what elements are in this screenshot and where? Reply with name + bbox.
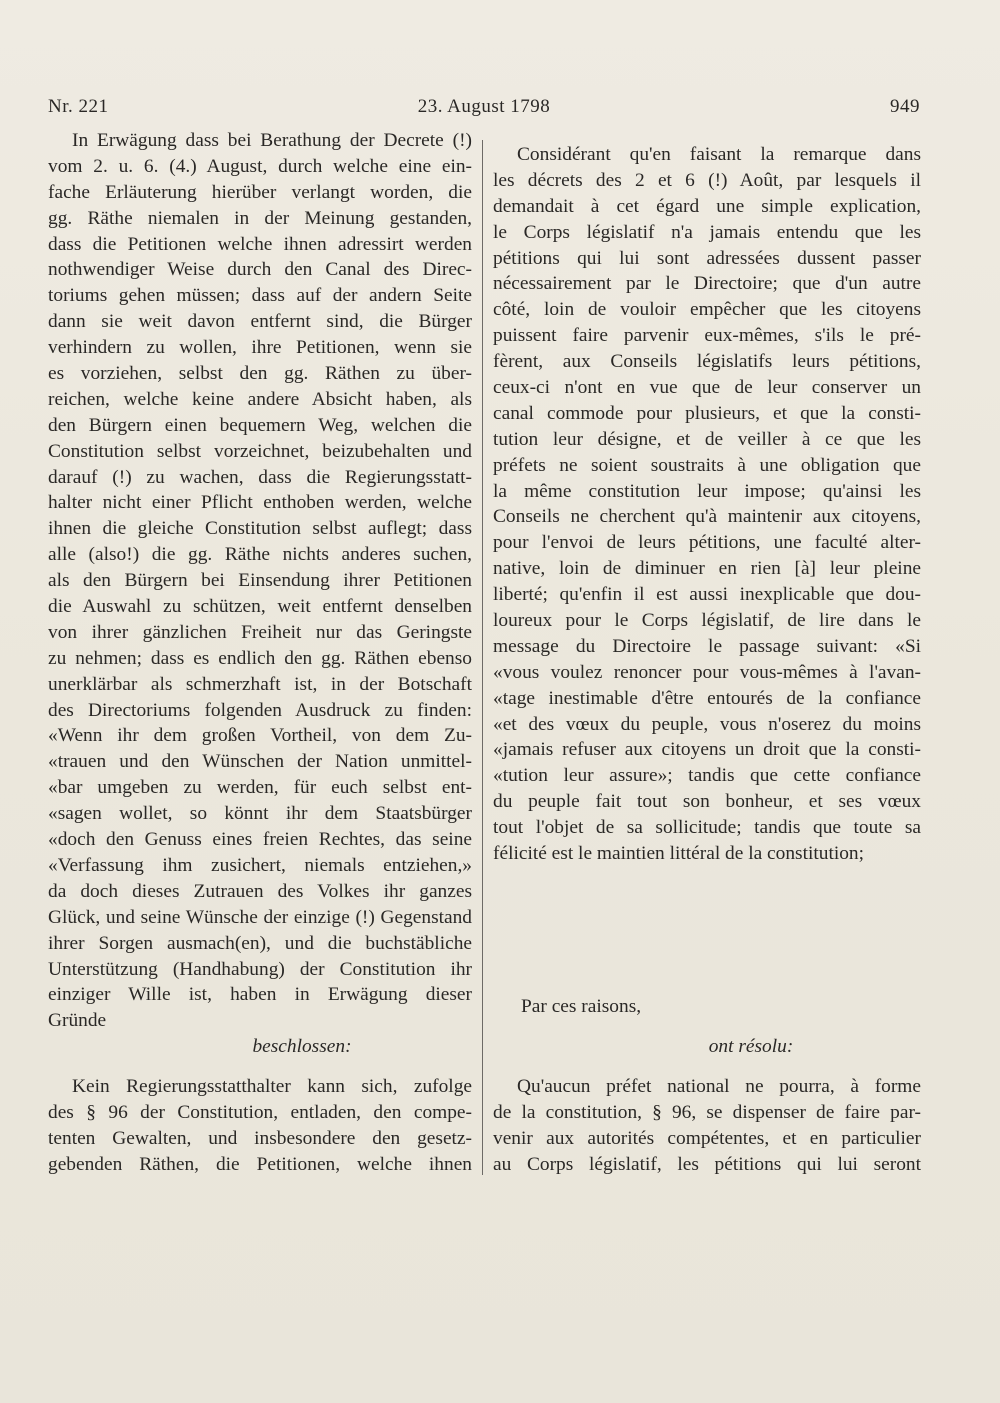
french-closing: Par ces raisons,: [521, 996, 642, 1017]
text-line: demandait à cet égard une simple explication,: [493, 195, 921, 217]
text-line: «Wenn ihr dem großen Vortheil, von dem Zu-: [48, 725, 472, 747]
text-line: Conseils ne cherchent qu'à maintenir aux citoyens,: [493, 506, 921, 528]
text-line: tenten Gewalten, und insbesondere den gesetz-: [48, 1127, 472, 1149]
text-line: «doch den Genuss eines freien Rechtes, das seine: [48, 829, 472, 851]
text-line: pour l'envoi de leurs pétitions, une faculté alter-: [493, 532, 921, 554]
text-line: Constitution selbst vorzeichnet, beizubehalten und: [48, 440, 472, 462]
text-line: darauf (!) zu wachen, dass die Regierungsstatt-: [48, 466, 472, 488]
text-line: die Auswahl zu schützen, weit entfernt denselben: [48, 596, 472, 618]
text-line: «tution leur assure»; tandis que cette confiance: [493, 765, 921, 787]
document-number: Nr. 221: [48, 96, 109, 117]
text-line: Unterstützung (Handhabung) der Constitution ihr: [48, 958, 472, 980]
french-decree: [493, 1074, 921, 1178]
french-column: [493, 142, 921, 867]
text-line: alle (also!) die gg. Räthe nichts anderes suchen,: [48, 544, 472, 566]
text-line: pétitions qui lui sont adressées dussent passer: [493, 247, 921, 269]
text-line: tout l'objet de sa sollicitude; tandis que toute sa: [493, 817, 921, 839]
text-line: gg. Räthe niemalen in der Meinung gestanden,: [48, 207, 472, 229]
text-line: loureux pour le Corps législatif, de lire dans le: [493, 610, 921, 632]
text-line: dann sie weit davon entfernt sind, die Bürger: [48, 311, 472, 333]
text-line: von ihrer gänzlichen Freiheit nur das Geringste: [48, 621, 472, 643]
text-line: den Bürgern einen bequemern Weg, welchen die: [48, 414, 472, 436]
text-line: native, loin de diminuer en rien [à] leur pleine: [493, 558, 921, 580]
text-line: «trauen und den Wünschen der Nation unmittel-: [48, 751, 472, 773]
text-line: Gründe: [48, 1010, 107, 1032]
text-line: «tage inestimable d'être entourés de la confiance: [493, 687, 921, 709]
text-line: nothwendiger Weise durch den Canal des Direc-: [48, 259, 472, 281]
text-line: la même constitution leur impose; qu'ainsi les: [493, 480, 921, 502]
text-line: de la constitution, § 96, se dispenser de faire par-: [493, 1101, 921, 1123]
text-line: ihrer Sorgen ausmach(en), und die buchstäbliche: [48, 932, 472, 954]
text-line: ihnen die gleiche Constitution selbst auflegt; dass: [48, 518, 472, 540]
text-line: toriums gehen müssen; dass auf der andern Seite: [48, 285, 472, 307]
text-line: halter nicht einer Pflicht enthoben werden, welche: [48, 492, 472, 514]
text-line: puissent faire parvenir eux-mêmes, s'ils le pré-: [493, 325, 921, 347]
french-resolution-heading: ont résolu:: [708, 1036, 794, 1057]
german-column: [48, 128, 472, 1034]
text-line: Considérant qu'en faisant la remarque dans: [517, 144, 921, 165]
text-line: es vorziehen, selbst den gg. Räthen zu über-: [48, 363, 472, 385]
text-line: nécessairement par le Directoire; que d'un autre: [493, 273, 921, 295]
text-line: «sagen wollet, so könnt ihr dem Staatsbürger: [48, 803, 472, 825]
text-line: côté, loin de vouloir empêcher que les citoyens: [493, 299, 921, 321]
text-line: «et des vœux du peuple, vous n'oserez du moins: [493, 713, 921, 735]
text-line: vom 2. u. 6. (4.) August, durch welche eine ein-: [48, 155, 472, 177]
text-line: zu nehmen; dass es endlich den gg. Räthen ebenso: [48, 647, 472, 669]
text-line: gebenden Räthen, die Petitionen, welche ihnen: [48, 1153, 472, 1175]
text-line: da doch dieses Zutrauen des Volkes ihr ganzes: [48, 880, 472, 902]
text-line: reichen, welche keine andere Absicht haben, als: [48, 388, 472, 410]
text-line: message du Directoire le passage suivant: «Si: [493, 635, 921, 657]
text-line: fèrent, aux Conseils législatifs leurs pétitions,: [493, 351, 921, 373]
text-line: des Directoriums folgenden Ausdruck zu finden:: [48, 699, 472, 721]
text-line: Qu'aucun préfet national ne pourra, à forme: [517, 1076, 921, 1097]
text-line: des § 96 der Constitution, entladen, den compe-: [48, 1101, 472, 1123]
text-line: verhindern zu wollen, ihre Petitionen, wenn sie: [48, 337, 472, 359]
text-line: au Corps législatif, les pétitions qui lui seront: [493, 1153, 921, 1175]
text-line: tution leur désigne, et de veiller à ce que les: [493, 428, 921, 450]
text-line: venir aux autorités compétentes, et en particulier: [493, 1127, 921, 1149]
text-line: «bar umgeben zu werden, für euch selbst ent-: [48, 777, 472, 799]
text-line: le Corps législatif n'a jamais entendu que les: [493, 221, 921, 243]
text-line: ceux-ci n'ont en vue que de leur conserver un: [493, 377, 921, 399]
column-divider: [482, 140, 483, 1175]
text-line: félicité est le maintien littéral de la constitution;: [493, 843, 864, 865]
text-line: In Erwägung dass bei Berathung der Decrete (!): [72, 130, 472, 151]
text-line: dass die Petitionen welche ihnen adressirt werden: [48, 233, 472, 255]
text-line: fache Erläuterung hierüber verlangt worden, die: [48, 181, 472, 203]
page-number: 949: [890, 96, 920, 117]
text-line: als den Bürgern bei Einsendung ihrer Petitionen: [48, 570, 472, 592]
text-line: «vous voulez renoncer pour vous-mêmes à l'avan-: [493, 661, 921, 683]
page-header: [48, 96, 920, 126]
text-line: «jamais refuser aux citoyens un droit que la consti-: [493, 739, 921, 761]
document-date: 23. August 1798: [417, 96, 551, 117]
text-line: préfets ne soient soustraits à une obligation que: [493, 454, 921, 476]
text-line: unerklärbar als schmerzhaft ist, in der Botschaft: [48, 673, 472, 695]
text-line: les décrets des 2 et 6 (!) Août, par lesquels il: [493, 169, 921, 191]
german-decree: [48, 1074, 472, 1178]
text-line: «Verfassung ihm zusichert, niemals entziehen,»: [48, 854, 472, 876]
text-line: liberté; qu'enfin il est aussi inexplicable que dou-: [493, 584, 921, 606]
text-line: canal commode pour plusieurs, et que la consti-: [493, 402, 921, 424]
german-resolution-heading: beschlossen:: [252, 1036, 352, 1057]
text-line: einziger Wille ist, haben in Erwägung dieser: [48, 984, 472, 1006]
text-line: Glück, und seine Wünsche der einzige (!) Gegenstand: [48, 906, 472, 928]
text-line: du peuple fait tout son bonheur, et ses vœux: [493, 791, 921, 813]
text-line: Kein Regierungsstatthalter kann sich, zufolge: [72, 1076, 472, 1097]
